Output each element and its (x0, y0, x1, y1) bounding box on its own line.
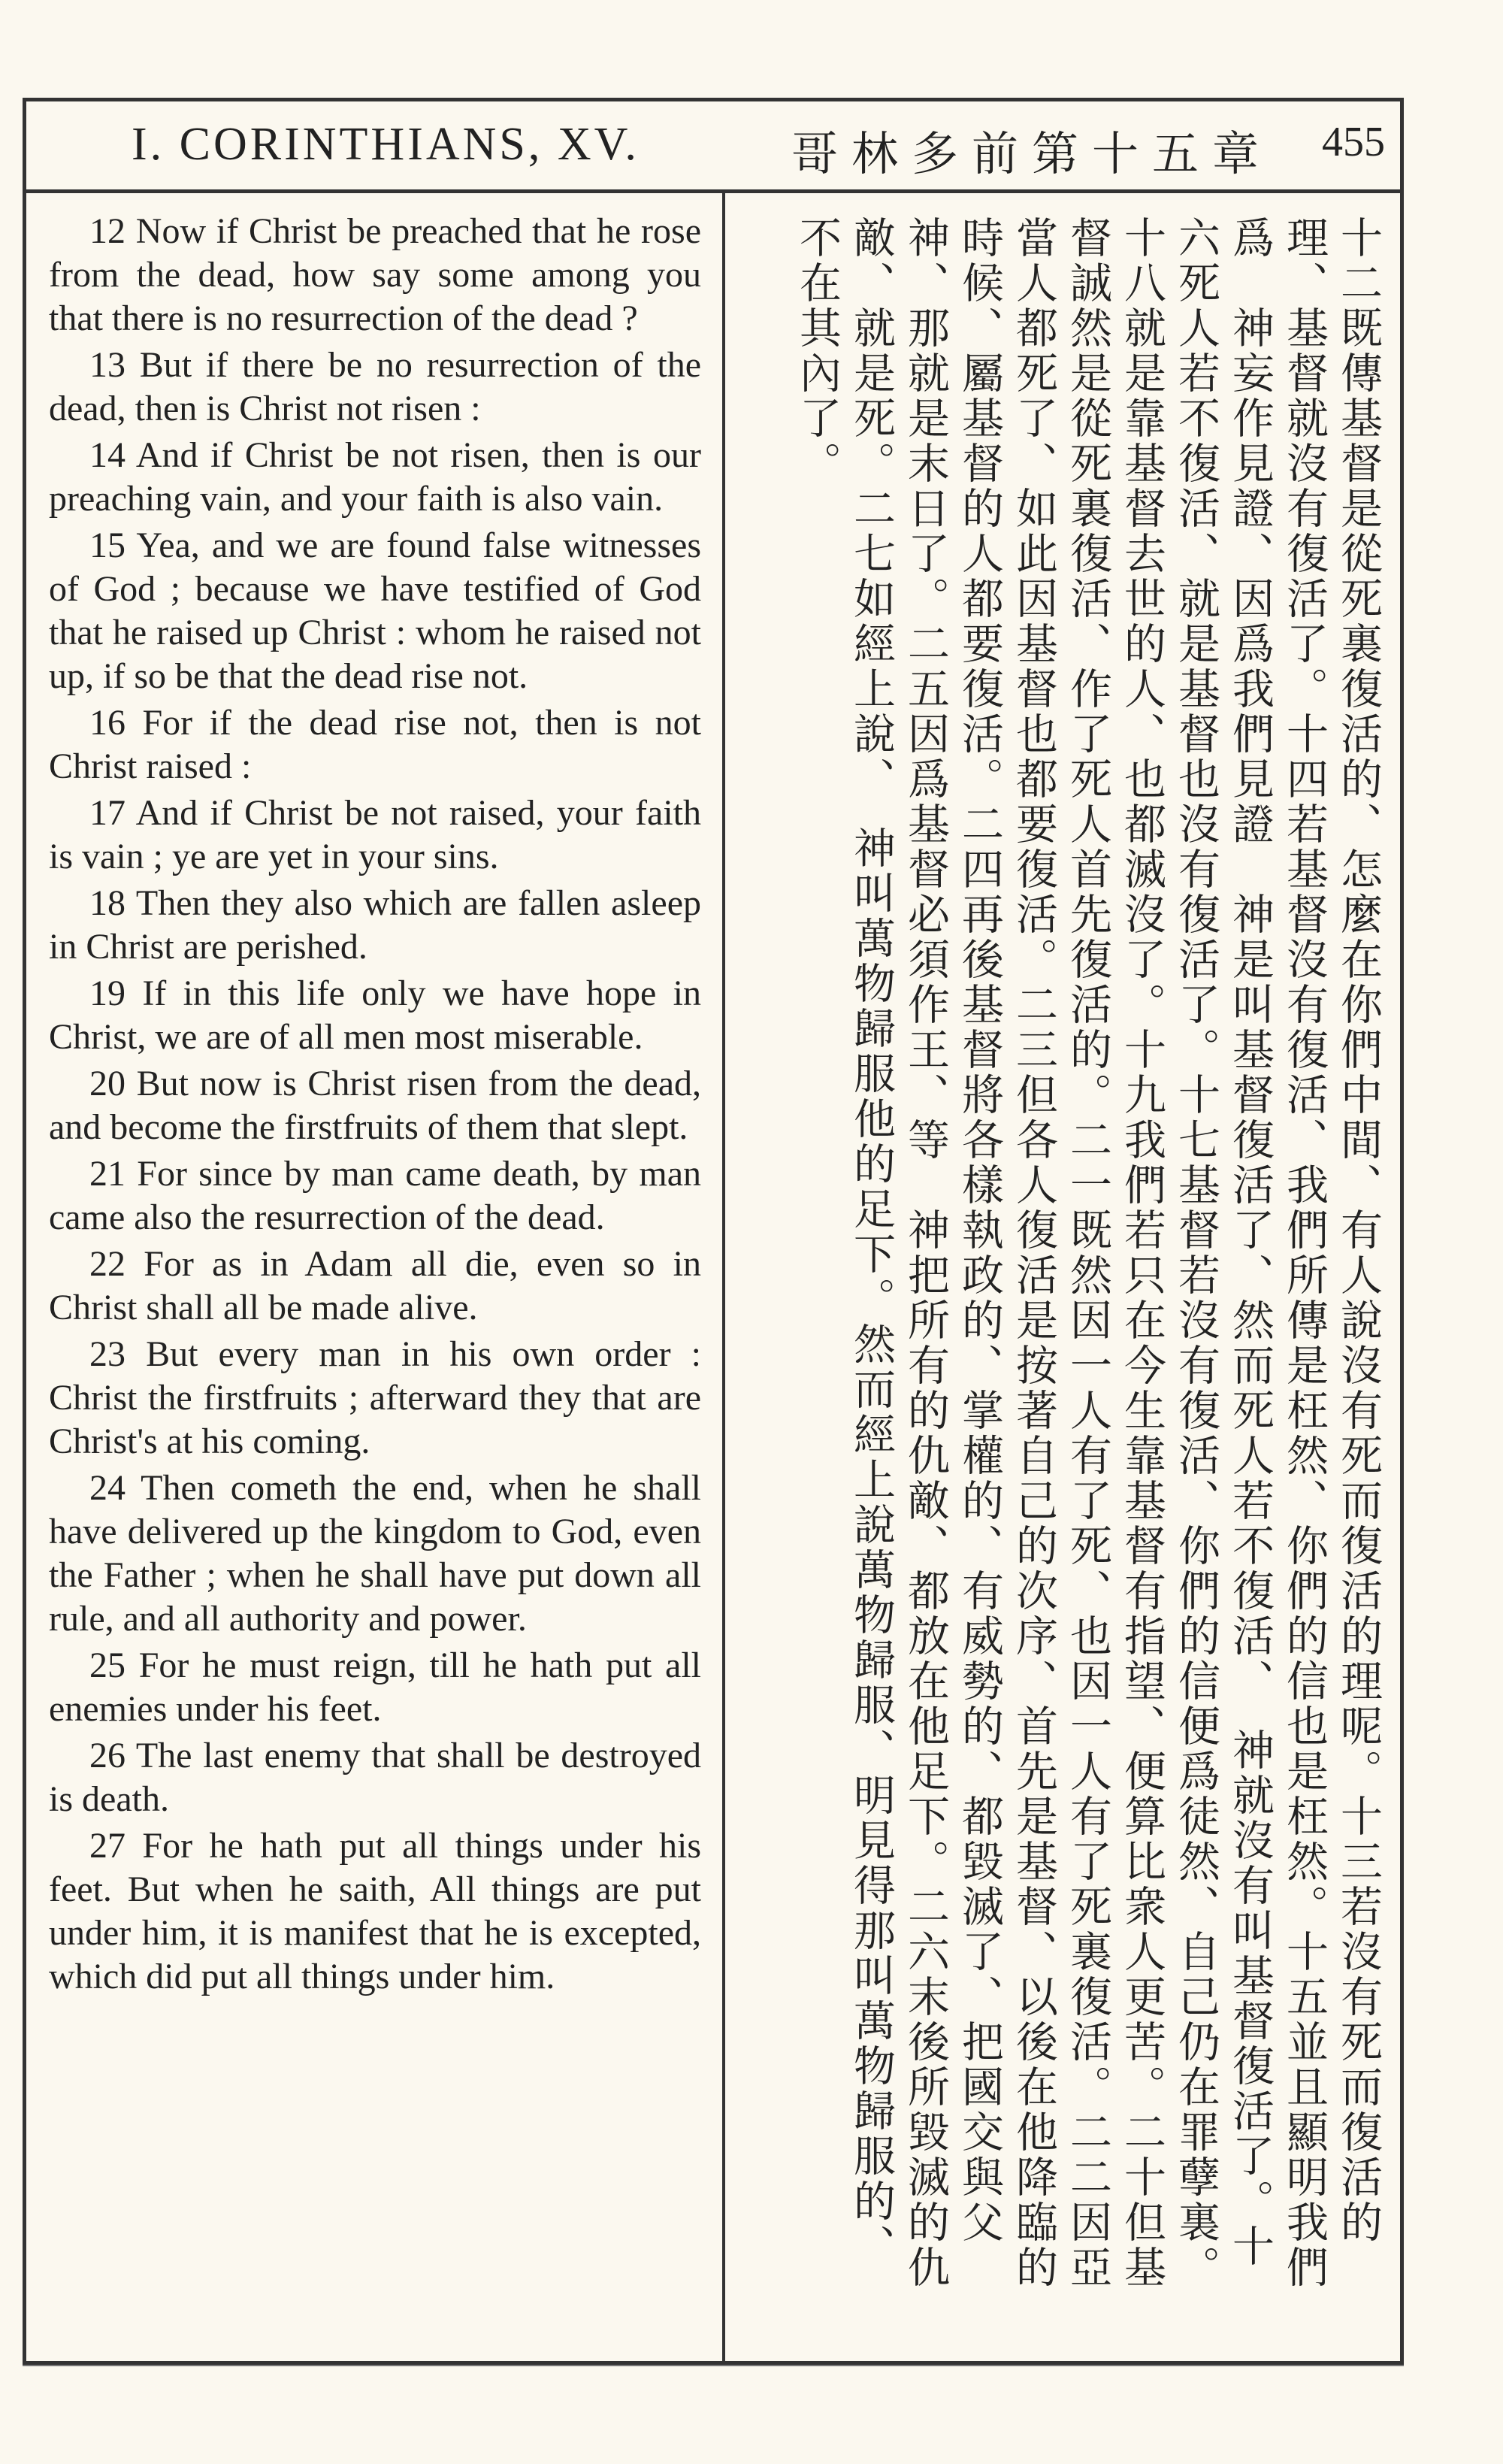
chinese-vertical-text: 十二既傳基督是從死裏復活的、怎麼在你們中間、有人說沒有死而復活的理呢。十三若沒有死而復活的理、基督就沒有復活了。十四若基督沒有復活、我們所傳是枉然、你們的信也是枉然。十五並且顯明我們爲 神妄作見證、因爲我們見證 神是叫基督復活了、然而死人若不復活、 神就沒有叫基督復活了。十六死人若不復活、就是基督也沒有復活了。十七基督若沒有復活、你們的信便爲徒然、自己仍在罪孽裏。十八就是靠基督去世的人、也都滅沒了。十九我們若只在今生靠基督有指望、便算比衆人更苦。二十但基督誠然是從死裏復活、作了死人首先復活的。二一既然因一人有了死、也因一人有了死裏復活。二二因亞當人都死了、如此因基督也都要復活。二三但各人復活是按著自己的次序、首先是基督、以後在他降臨的時候、屬基督的人都要復活。二四再後基督將各樣執政的、掌權的、有威勢的、都毀滅了、把國交與父 神、那就是末日了。二五因爲基督必須作王、等 神把所有的仇敵、都放在他足下。二六末後所毀滅的仇敵、就是死。二七如經上說、 神叫萬物歸服他的足下。然而經上說萬物歸服、明見得那叫萬物歸服的、不在其內了。 (793, 216, 1383, 2290)
page-frame (23, 98, 1404, 2365)
chinese-running-title: 哥林多前第十五章 (791, 126, 1272, 181)
footer-rule (23, 2365, 1404, 2366)
verse-22: 22 For as in Adam all die, even so in Christ shall all be made alive. (49, 1244, 701, 1327)
verse-26: 26 The last enemy that shall be destroyed is death. (49, 1736, 701, 1819)
verse-16: 16 For if the dead rise not, then is not Christ raised : (49, 703, 701, 786)
verse-21: 21 For since by man came death, by man came also the resurrection of the dead. (49, 1154, 701, 1237)
verse-24: 24 Then cometh the end, when he shall have delivered up the kingdom to God, even the Father ; when he shall have put down all rule, and all authority and power. (49, 1468, 701, 1639)
english-running-title: I. CORINTHIANS, XV. (132, 119, 640, 170)
english-column (26, 193, 725, 2361)
verse-27: 27 For he hath put all things under his feet. But when he saith, All things are put under him, it is manifest that he is excepted, which did put all things under him. (49, 1826, 701, 1996)
verse-25: 25 For he must reign, till he hath put all enemies under his feet. (49, 1645, 701, 1729)
verse-19: 19 If in this life only we have hope in Christ, we are of all men most miserable. (49, 973, 701, 1057)
verse-23: 23 But every man in his own order : Christ the firstfruits ; afterward they that are Christ's at his coming. (49, 1334, 701, 1461)
verse-14: 14 And if Christ be not risen, then is our preaching vain, and your faith is also vain. (49, 435, 701, 519)
verse-17: 17 And if Christ be not raised, your faith is vain ; ye are yet in your sins. (49, 793, 701, 876)
page-header (26, 101, 1400, 193)
chinese-column (728, 193, 1400, 2361)
verse-12: 12 Now if Christ be preached that he rose from the dead, how say some among you that there is no resurrection of the dead ? (49, 211, 701, 338)
page-number: 455 (1322, 119, 1385, 165)
verse-20: 20 But now is Christ risen from the dead, and become the firstfruits of them that slept. (49, 1064, 701, 1147)
verse-13: 13 But if there be no resurrection of the dead, then is Christ not risen : (49, 345, 701, 428)
verse-18: 18 Then they also which are fallen asleep in Christ are perished. (49, 883, 701, 967)
verse-15: 15 Yea, and we are found false witnesses of God ; because we have testified of God that he raised up Christ : whom he raised not up, if so be that the dead rise not. (49, 525, 701, 696)
